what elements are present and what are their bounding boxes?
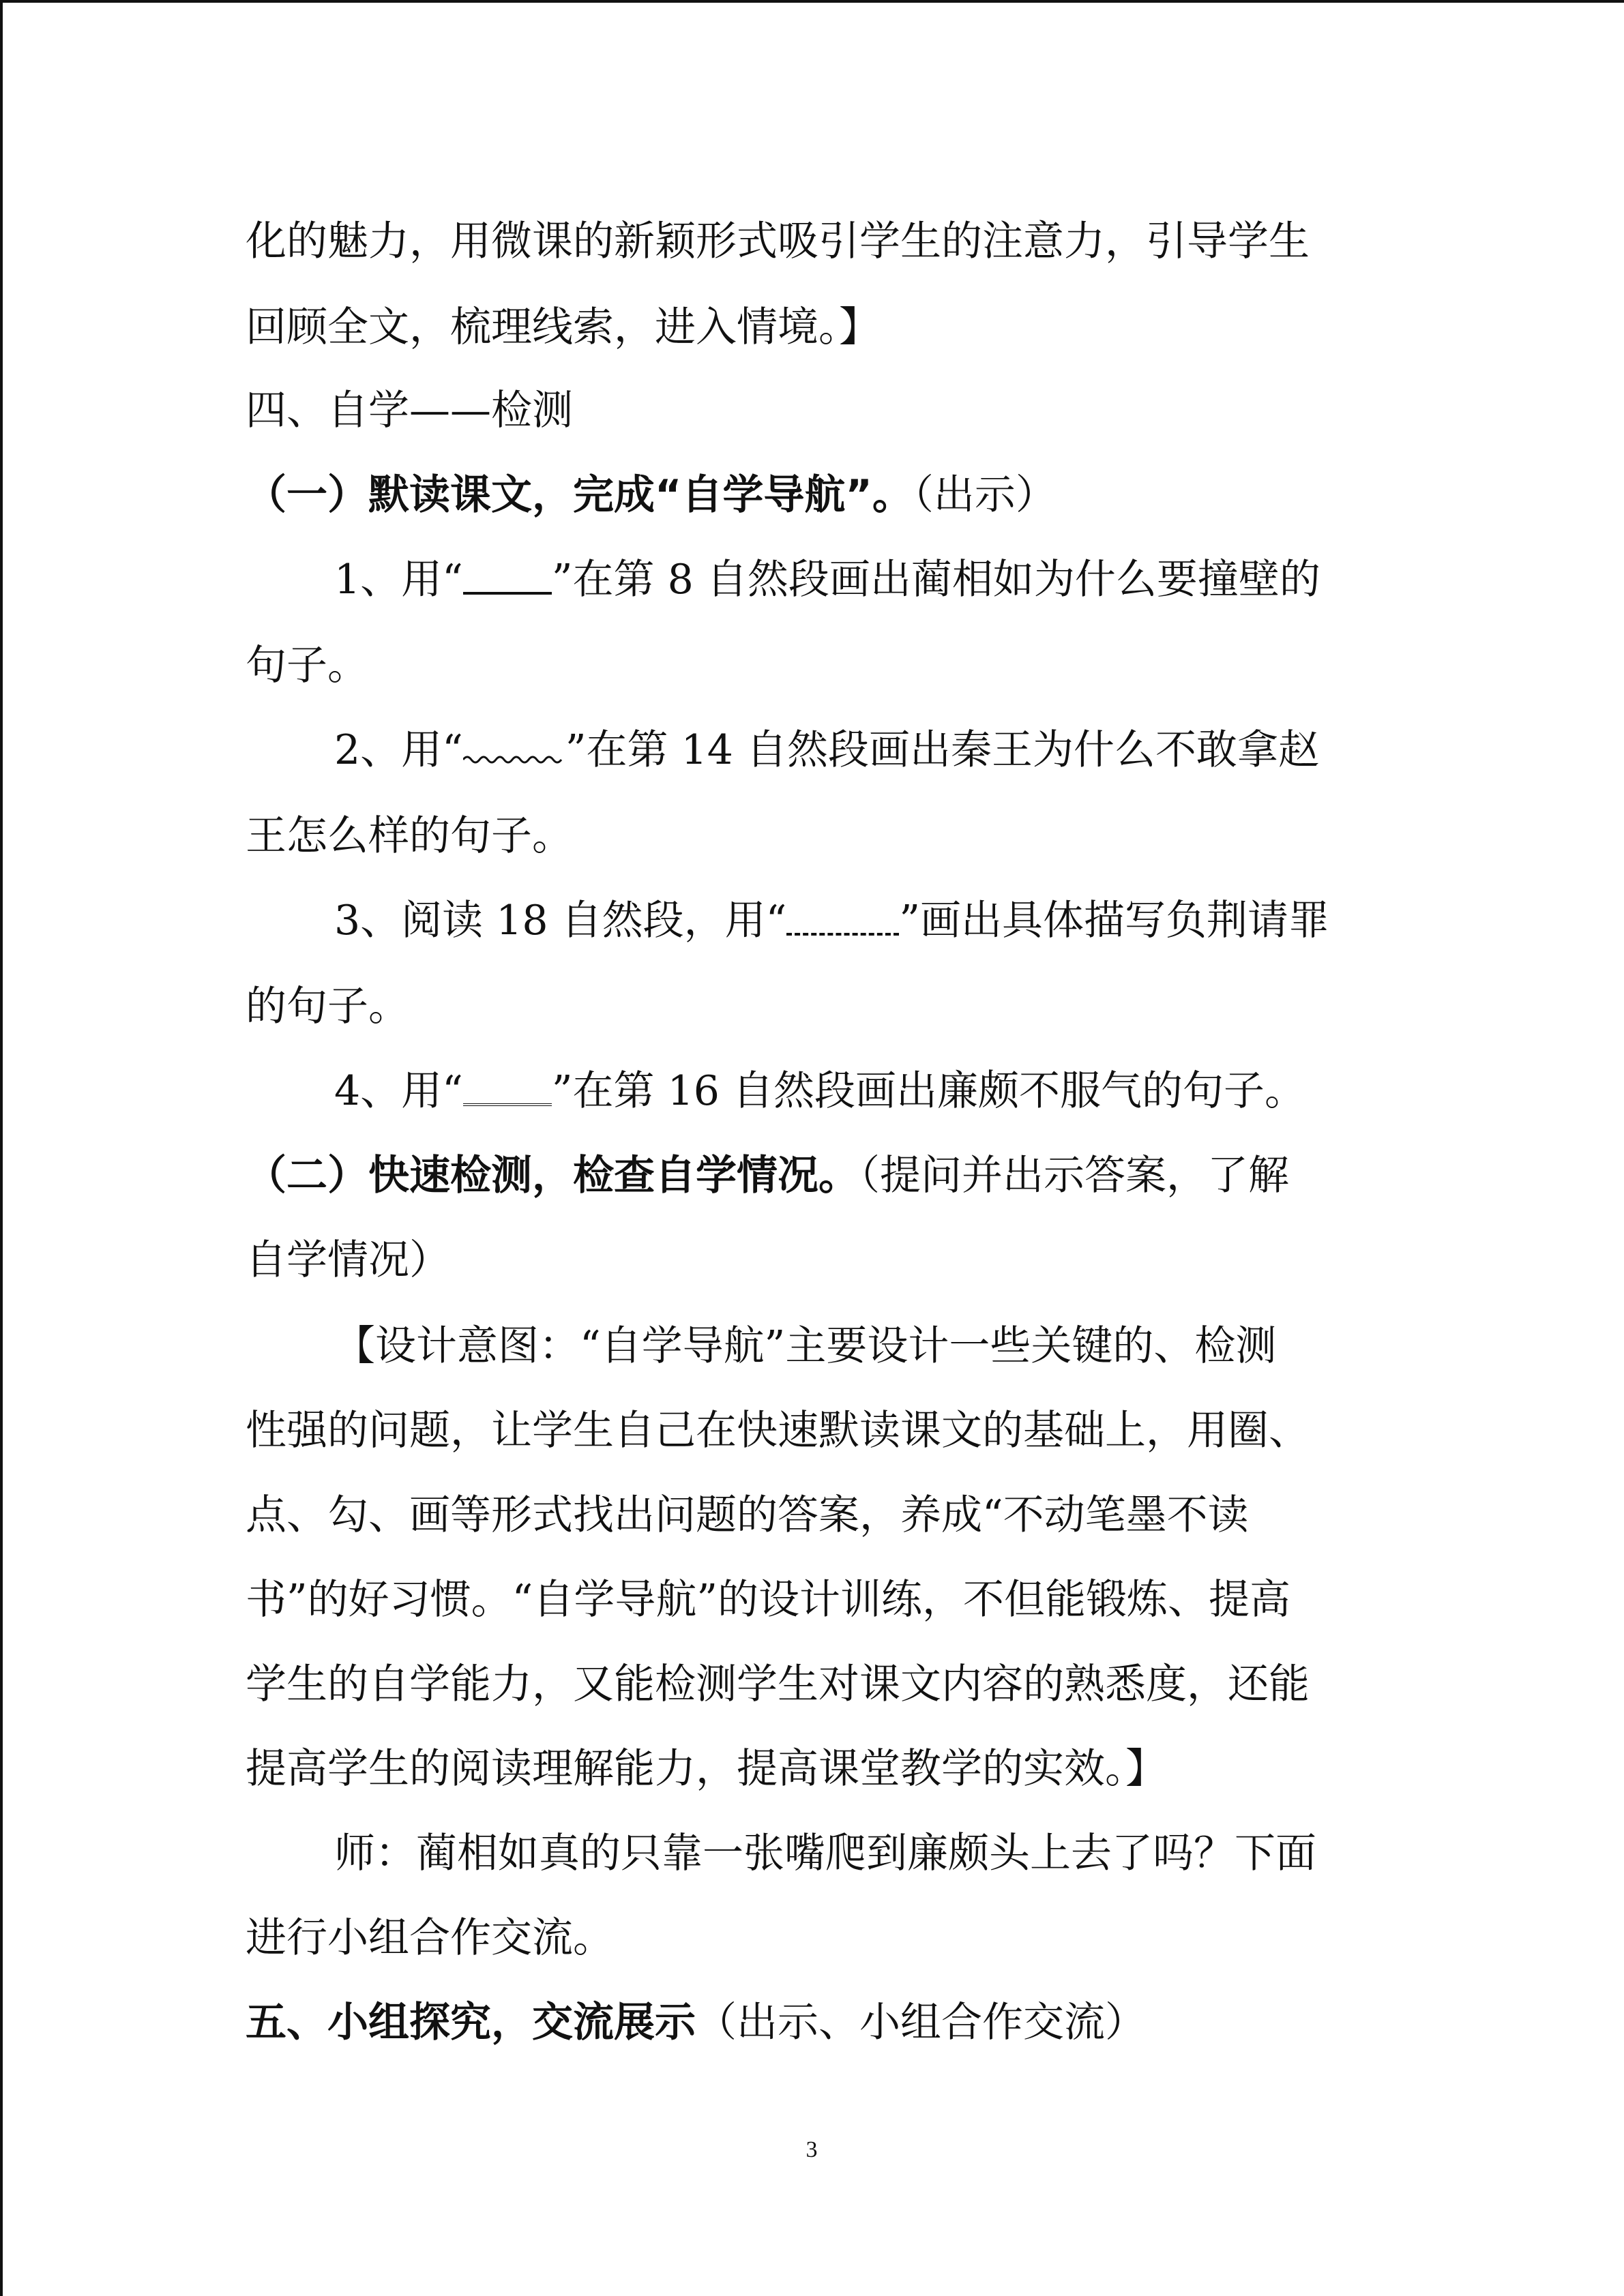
page-border-top	[0, 0, 1624, 3]
subsection-title: （二）快速检测，检查自学情况。	[246, 1152, 859, 1199]
paragraph-line: 回顾全文，梳理线索，进入情境。】	[246, 303, 880, 351]
paragraph-line: 进行小组合作交流。	[246, 1914, 614, 1962]
task-text-post: ”在第 16 自然段画出廉颇不服气的句子。	[551, 1067, 1306, 1115]
section-title: 五、小组探究，交流展示	[246, 1999, 696, 2046]
paragraph-line: 句子。	[246, 642, 368, 689]
double-underline-mark	[463, 1097, 552, 1106]
design-intent-line: 【设计意图：“自学导航”主要设计一些关键的、检测	[334, 1322, 1277, 1370]
subsection-note: （出示）	[913, 471, 1057, 519]
paragraph-line: 提高学生的阅读理解能力，提高课堂教学的实效。】	[246, 1745, 1166, 1793]
wavy-underline-mark	[463, 750, 565, 764]
task-text-post: ”在第 8 自然段画出蔺相如为什么要撞壁的	[551, 556, 1320, 603]
paragraph-line: 性强的问题，让学生自己在快速默读课文的基础上，用圈、	[246, 1407, 1310, 1455]
task-item-1	[334, 552, 1480, 607]
paragraph-line: 的句子。	[246, 983, 409, 1030]
task-item-2	[334, 723, 1480, 777]
task-text-pre: 4、用“	[334, 1067, 463, 1115]
section-heading-5	[246, 1995, 1391, 2050]
solid-underline-mark	[463, 585, 552, 595]
paragraph-line: 学生的自学能力，又能检测学生对课文内容的熟悉度，还能	[246, 1660, 1310, 1708]
subsection-heading-1	[246, 468, 1391, 522]
paragraph-line: 化的魅力，用微课的新颖形式吸引学生的注意力，引导学生	[246, 218, 1310, 265]
section-heading-4: 四、自学——检测	[246, 387, 573, 434]
teacher-line: 师：蔺相如真的只靠一张嘴爬到廉颇头上去了吗？下面	[334, 1830, 1316, 1877]
task-text-pre: 2、用“	[334, 726, 463, 774]
dashed-underline-mark	[786, 926, 899, 936]
page-border-left	[0, 0, 3, 2296]
task-item-4	[334, 1064, 1480, 1118]
task-text-post: ”在第 14 自然段画出秦王为什么不敢拿赵	[565, 726, 1320, 774]
paragraph-line: 王怎么样的句子。	[246, 812, 573, 860]
task-text-pre: 1、用“	[334, 556, 463, 603]
paragraph-line: 自学情况）	[246, 1236, 450, 1284]
section-note: （出示、小组合作交流）	[696, 1999, 1146, 2046]
subsection-title: （一）默读课文，完成“自学导航”。	[246, 471, 913, 519]
page-number: 3	[806, 2137, 818, 2162]
task-item-3	[334, 893, 1480, 948]
task-text-post: ”画出具体描写负荆请罪	[899, 897, 1330, 944]
paragraph-line: 点、勾、画等形式找出问题的答案，养成“不动笔墨不读	[246, 1491, 1249, 1539]
subsection-heading-2	[246, 1148, 1391, 1203]
paragraph-line: 书”的好习惯。“自学导航”的设计训练，不但能锻炼、提高	[246, 1576, 1291, 1624]
task-text-pre: 3、阅读 18 自然段，用“	[334, 897, 787, 944]
subsection-note: （提问并出示答案，了解	[859, 1152, 1289, 1199]
